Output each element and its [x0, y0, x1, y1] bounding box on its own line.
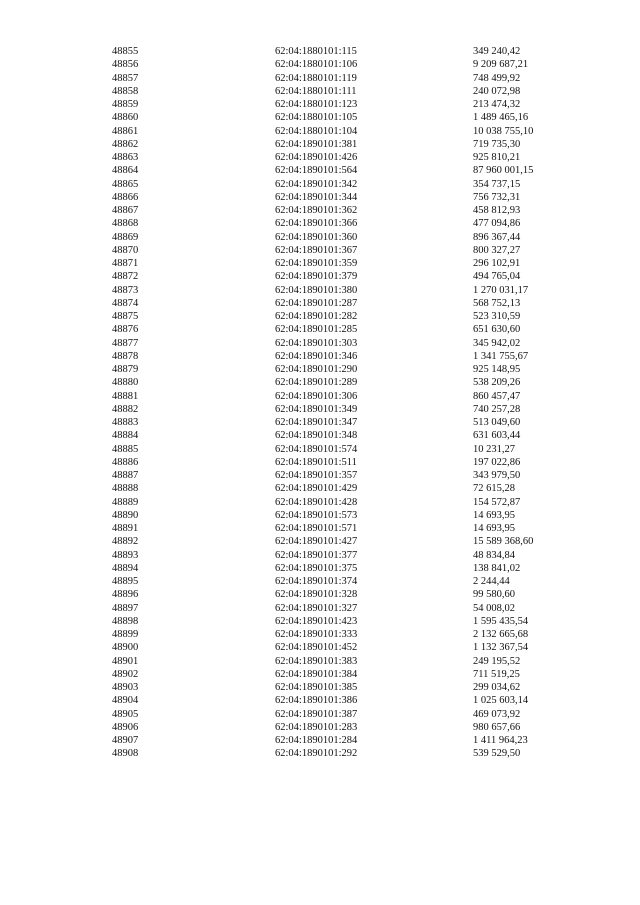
row-number: 48866 [112, 191, 139, 203]
cadastral-number: 62:04:1890101:284 [275, 735, 358, 746]
cadastral-number: 62:04:1890101:366 [275, 218, 358, 230]
cadastral-value: 800 327,27 [473, 244, 521, 256]
table-row [0, 668, 640, 681]
row-number: 48892 [112, 536, 139, 548]
cadastral-value: 299 034,62 [473, 682, 521, 693]
cadastral-value: 740 257,28 [473, 403, 521, 415]
row-number: 48895 [112, 576, 139, 587]
row-number: 48903 [112, 682, 139, 693]
table-row [0, 522, 640, 535]
table-row [0, 588, 640, 601]
row-number: 48904 [112, 695, 139, 707]
cadastral-number: 62:04:1890101:303 [275, 337, 358, 349]
cadastral-value: 296 102,91 [473, 258, 521, 269]
cadastral-number: 62:04:1890101:380 [275, 284, 358, 296]
cadastral-number: 62:04:1890101:360 [275, 231, 358, 243]
table-row [0, 323, 640, 336]
row-number: 48873 [112, 284, 139, 296]
row-number: 48893 [112, 549, 139, 561]
cadastral-number: 62:04:1890101:571 [275, 523, 358, 534]
row-number: 48905 [112, 708, 139, 720]
row-number: 48867 [112, 205, 139, 216]
cadastral-number: 62:04:1890101:387 [275, 708, 358, 720]
cadastral-value: 494 765,04 [473, 271, 521, 283]
table-row [0, 708, 640, 721]
row-number: 48896 [112, 589, 139, 601]
cadastral-value: 343 979,50 [473, 470, 521, 481]
table-row [0, 45, 640, 58]
row-number: 48885 [112, 443, 139, 455]
cadastral-value: 15 589 368,60 [473, 536, 534, 548]
row-number: 48874 [112, 297, 139, 309]
cadastral-value: 87 960 001,15 [473, 165, 534, 177]
cadastral-number: 62:04:1890101:306 [275, 390, 358, 402]
cadastral-value: 568 752,13 [473, 297, 521, 309]
table-row [0, 244, 640, 257]
cadastral-number: 62:04:1890101:344 [275, 191, 358, 203]
table-row [0, 734, 640, 747]
cadastral-value: 980 657,66 [473, 721, 521, 733]
row-number: 48878 [112, 350, 139, 362]
cadastral-number: 62:04:1890101:327 [275, 602, 358, 614]
table-row [0, 297, 640, 310]
table-row [0, 231, 640, 244]
row-number: 48886 [112, 456, 139, 468]
row-number: 48902 [112, 668, 139, 680]
cadastral-number: 62:04:1890101:573 [275, 509, 358, 521]
table-row [0, 257, 640, 270]
row-number: 48860 [112, 112, 139, 124]
cadastral-value: 513 049,60 [473, 417, 521, 428]
table-row [0, 337, 640, 350]
cadastral-number: 62:04:1890101:384 [275, 668, 358, 680]
table-row [0, 694, 640, 707]
row-number: 48901 [112, 655, 139, 667]
table-row [0, 376, 640, 389]
cadastral-value: 138 841,02 [473, 562, 521, 574]
table-row [0, 151, 640, 164]
table-row [0, 615, 640, 628]
row-number: 48863 [112, 152, 139, 163]
cadastral-number: 62:04:1890101:333 [275, 629, 358, 640]
cadastral-value: 249 195,52 [473, 655, 521, 667]
cadastral-value: 860 457,47 [473, 390, 521, 402]
row-number: 48858 [112, 85, 139, 97]
cadastral-number: 62:04:1890101:374 [275, 576, 358, 587]
row-number: 48907 [112, 735, 139, 746]
row-number: 48872 [112, 271, 139, 283]
cadastral-value: 99 580,60 [473, 589, 515, 601]
cadastral-number: 62:04:1890101:342 [275, 178, 358, 190]
row-number: 48884 [112, 430, 139, 442]
row-number: 48908 [112, 748, 139, 760]
row-number: 48880 [112, 377, 139, 389]
row-number: 48906 [112, 721, 139, 733]
table-row [0, 58, 640, 71]
cadastral-number: 62:04:1890101:429 [275, 483, 358, 495]
table-row [0, 562, 640, 575]
cadastral-value: 523 310,59 [473, 311, 521, 322]
row-number: 48888 [112, 483, 139, 495]
cadastral-number: 62:04:1890101:564 [275, 165, 358, 177]
cadastral-number: 62:04:1890101:359 [275, 258, 358, 269]
cadastral-value: 896 367,44 [473, 231, 521, 243]
row-number: 48868 [112, 218, 139, 230]
cadastral-value: 1 132 367,54 [473, 642, 529, 654]
cadastral-value: 54 008,02 [473, 602, 515, 614]
table-row [0, 310, 640, 323]
row-number: 48877 [112, 337, 139, 349]
cadastral-value: 1 595 435,54 [473, 615, 529, 627]
cadastral-number: 62:04:1890101:426 [275, 152, 358, 163]
row-number: 48890 [112, 509, 139, 521]
table-row [0, 575, 640, 588]
table-row [0, 469, 640, 482]
cadastral-number: 62:04:1890101:383 [275, 655, 358, 667]
cadastral-value: 631 603,44 [473, 430, 521, 442]
row-number: 48891 [112, 523, 139, 534]
cadastral-value: 2 244,44 [473, 576, 510, 587]
cadastral-number: 62:04:1880101:105 [275, 112, 358, 124]
cadastral-value: 1 025 603,14 [473, 695, 529, 707]
cadastral-number: 62:04:1890101:428 [275, 496, 358, 508]
table-row [0, 284, 640, 297]
cadastral-value: 1 341 755,67 [473, 350, 529, 362]
table-row [0, 111, 640, 124]
row-number: 48882 [112, 403, 139, 415]
row-number: 48865 [112, 178, 139, 190]
row-number: 48894 [112, 562, 139, 574]
table-row [0, 416, 640, 429]
cadastral-value: 925 810,21 [473, 152, 521, 163]
table-row [0, 164, 640, 177]
row-number: 48898 [112, 615, 139, 627]
cadastral-value: 756 732,31 [473, 191, 521, 203]
cadastral-number: 62:04:1880101:115 [275, 46, 357, 57]
cadastral-value: 154 572,87 [473, 496, 521, 508]
cadastral-number: 62:04:1890101:290 [275, 364, 358, 375]
cadastral-value: 539 529,50 [473, 748, 521, 760]
row-number: 48900 [112, 642, 139, 654]
table-row [0, 204, 640, 217]
cadastral-number: 62:04:1890101:289 [275, 377, 358, 389]
cadastral-value: 14 693,95 [473, 523, 515, 534]
table-row [0, 456, 640, 469]
cadastral-value: 748 499,92 [473, 72, 521, 84]
cadastral-number: 62:04:1890101:287 [275, 297, 358, 309]
table-row [0, 98, 640, 111]
cadastral-number: 62:04:1890101:282 [275, 311, 358, 322]
cadastral-number: 62:04:1890101:381 [275, 138, 358, 150]
cadastral-value: 240 072,98 [473, 85, 521, 97]
cadastral-value: 354 737,15 [473, 178, 521, 190]
table-row [0, 496, 640, 509]
table-row [0, 178, 640, 191]
cadastral-number: 62:04:1890101:346 [275, 350, 358, 362]
cadastral-value: 197 022,86 [473, 456, 521, 468]
row-number: 48899 [112, 629, 139, 640]
table-row [0, 602, 640, 615]
row-number: 48869 [112, 231, 139, 243]
row-number: 48864 [112, 165, 139, 177]
cadastral-number: 62:04:1880101:106 [275, 59, 358, 71]
cadastral-value: 10 231,27 [473, 443, 515, 455]
cadastral-number: 62:04:1890101:362 [275, 205, 358, 216]
cadastral-number: 62:04:1890101:328 [275, 589, 358, 601]
cadastral-value: 651 630,60 [473, 324, 521, 336]
cadastral-number: 62:04:1890101:452 [275, 642, 358, 654]
table-row [0, 350, 640, 363]
cadastral-number: 62:04:1890101:379 [275, 271, 358, 283]
cadastral-number: 62:04:1890101:574 [275, 443, 358, 455]
table-row [0, 363, 640, 376]
table-row [0, 443, 640, 456]
row-number: 48887 [112, 470, 139, 481]
table-row [0, 403, 640, 416]
cadastral-number: 62:04:1890101:292 [275, 748, 358, 760]
row-number: 48856 [112, 59, 139, 71]
cadastral-number: 62:04:1890101:349 [275, 403, 358, 415]
cadastral-value: 48 834,84 [473, 549, 515, 561]
table-row [0, 721, 640, 734]
row-number: 48861 [112, 125, 139, 137]
row-number: 48855 [112, 46, 139, 57]
cadastral-number: 62:04:1890101:427 [275, 536, 358, 548]
row-number: 48859 [112, 99, 139, 110]
cadastral-number: 62:04:1880101:111 [275, 85, 357, 97]
table-row [0, 509, 640, 522]
table-row [0, 747, 640, 760]
cadastral-number: 62:04:1880101:123 [275, 99, 358, 110]
cadastral-value: 469 073,92 [473, 708, 521, 720]
row-number: 48862 [112, 138, 139, 150]
table-row [0, 72, 640, 85]
table-row [0, 655, 640, 668]
row-number: 48857 [112, 72, 139, 84]
row-number: 48881 [112, 390, 139, 402]
table-row [0, 191, 640, 204]
table-row [0, 217, 640, 230]
table-row [0, 138, 640, 151]
cadastral-number: 62:04:1890101:386 [275, 695, 358, 707]
table-row [0, 125, 640, 138]
cadastral-value: 719 735,30 [473, 138, 521, 150]
cadastral-value-table [0, 45, 640, 761]
table-row [0, 535, 640, 548]
cadastral-number: 62:04:1890101:285 [275, 324, 358, 336]
cadastral-number: 62:04:1890101:348 [275, 430, 358, 442]
row-number: 48875 [112, 311, 139, 322]
table-row [0, 85, 640, 98]
table-row [0, 628, 640, 641]
cadastral-number: 62:04:1890101:357 [275, 470, 358, 481]
row-number: 48871 [112, 258, 139, 269]
cadastral-value: 458 812,93 [473, 205, 521, 216]
cadastral-value: 925 148,95 [473, 364, 521, 375]
table-row [0, 390, 640, 403]
cadastral-value: 538 209,26 [473, 377, 521, 389]
cadastral-number: 62:04:1880101:119 [275, 72, 357, 84]
cadastral-value: 9 209 687,21 [473, 59, 529, 71]
table-row [0, 681, 640, 694]
cadastral-number: 62:04:1890101:375 [275, 562, 358, 574]
cadastral-value: 711 519,25 [473, 668, 520, 680]
cadastral-value: 10 038 755,10 [473, 125, 534, 137]
cadastral-value: 72 615,28 [473, 483, 515, 495]
table-row [0, 482, 640, 495]
cadastral-value: 14 693,95 [473, 509, 515, 521]
cadastral-number: 62:04:1890101:377 [275, 549, 358, 561]
row-number: 48876 [112, 324, 139, 336]
table-row [0, 641, 640, 654]
cadastral-value: 1 411 964,23 [473, 735, 528, 746]
cadastral-value: 2 132 665,68 [473, 629, 529, 640]
table-row [0, 549, 640, 562]
table-row [0, 429, 640, 442]
table-row [0, 270, 640, 283]
cadastral-value: 1 489 465,16 [473, 112, 529, 124]
cadastral-number: 62:04:1890101:385 [275, 682, 358, 693]
cadastral-value: 1 270 031,17 [473, 284, 529, 296]
row-number: 48889 [112, 496, 139, 508]
row-number: 48897 [112, 602, 139, 614]
cadastral-value: 345 942,02 [473, 337, 521, 349]
cadastral-number: 62:04:1890101:347 [275, 417, 358, 428]
row-number: 48870 [112, 244, 139, 256]
row-number: 48879 [112, 364, 139, 375]
cadastral-value: 477 094,86 [473, 218, 521, 230]
cadastral-value: 349 240,42 [473, 46, 521, 57]
cadastral-number: 62:04:1890101:283 [275, 721, 358, 733]
cadastral-number: 62:04:1890101:511 [275, 456, 357, 468]
cadastral-number: 62:04:1880101:104 [275, 125, 358, 137]
cadastral-number: 62:04:1890101:367 [275, 244, 358, 256]
cadastral-value: 213 474,32 [473, 99, 521, 110]
row-number: 48883 [112, 417, 139, 428]
cadastral-number: 62:04:1890101:423 [275, 615, 358, 627]
